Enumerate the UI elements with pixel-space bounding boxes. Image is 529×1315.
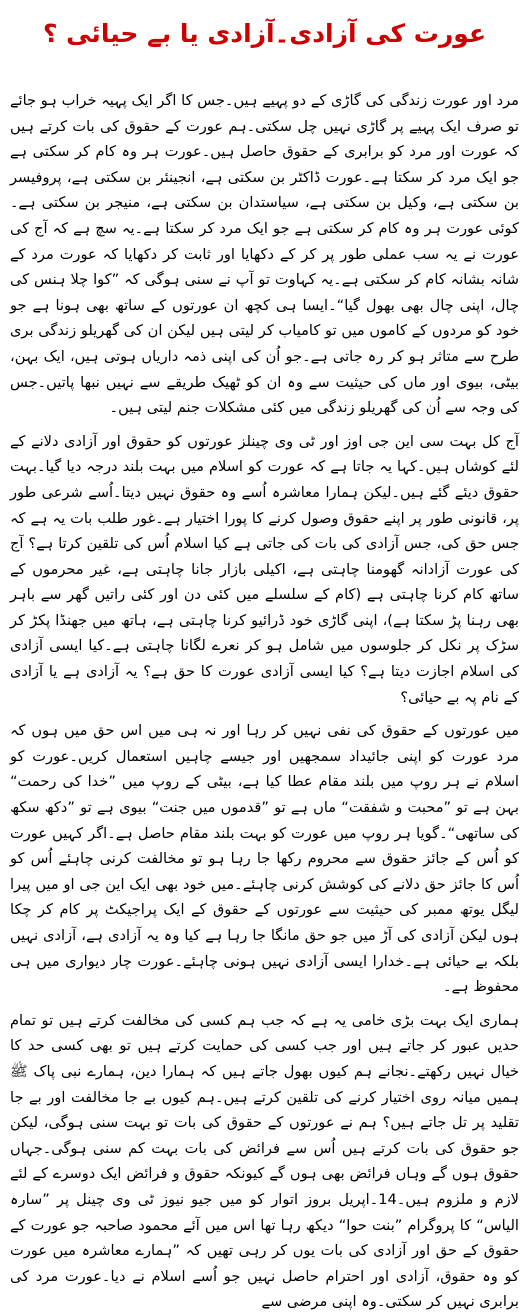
- article-paragraph-1: مرد اور عورت زندگی کی گاڑی کے دو پہیے ہیں۔جس کا اگر ایک پہیہ خراب ہو جائے تو صرف ایک پہیے پر گاڑی نہیں چل سکتی۔ہم عورت کے حقوق کی بات کرتے ہیں کہ عورت اور مرد کو برابری کے حقوق حاصل ہیں۔عورت ہر وہ کام کر سکتی ہے جو ایک مرد کر سکتا ہے۔عورت ڈاکٹر بن سکتی ہے، انجینئر بن سکتی ہے، پروفیسر بن سکتی ہے، وکیل بن سکتی ہے، سیاستدان بن سکتی ہے، منیجر بن سکتی ہے۔کوئی عورت ہر وہ کام کر سکتی ہے جو ایک مرد کر سکتا ہے۔یہ سچ ہے کہ آج کی عورت نے یہ سب عملی طور پر کر کے دکھایا اور ثابت کر دکھایا کہ عورت مرد کے شانہ بشانہ کام کر سکتی ہے۔یہ کہاوت تو آپ نے سنی ہوگی کہ ”کوا چلا ہنس کی چال، اپنی چال بھی بھول گیا“۔ایسا ہی کچھ ان عورتوں کے ساتھ بھی ہونا ہے جو خود کو مردوں کے کاموں میں تو کامیاب کر لیتی ہیں لیکن ان کی گھریلو زندگی بری طرح سے متاثر ہو کر رہ جاتی ہے۔جو اُن کی اپنی ذمہ داریاں ہوتی ہیں، ایک بہن، بیٹی، بیوی اور ماں کی حیثیت سے وہ ان کو ٹھیک طریقے سے نہیں نبھا پاتیں۔جس کی وجہ سے اُن کی گھریلو زندگی میں کئی مشکلات جنم لیتی ہیں۔: [10, 92, 519, 417]
- article-paragraph-2: آج کل بہت سی این جی اوز اور ٹی وی چینلز عورتوں کو حقوق اور آزادی دلانے کے لئے کوشاں ہیں۔کہا یہ جاتا ہے کہ عورت کو اسلام میں بہت بلند درجہ دیا گیا۔بہت حقوق دیئے گئے ہیں۔لیکن ہمارا معاشرہ اُسے وہ حقوق نہیں دیتا۔اُسے شرعی طور پر، قانونی طور پر اپنے حقوق وصول کرنے کا پورا اختیار ہے۔غور طلب بات یہ ہے کہ جس حق کی، جس آزادی کی بات کی جاتی ہے کیا اسلام اُس کی تلقین کرتا ہے؟ آج کی عورت آزادانہ گھومنا چاہتی ہے، اکیلی بازار جانا چاہتی ہے، غیر محرموں کے ساتھ کام کرنا چاہتی ہے (کام کے سلسلے میں کئی دن اور کئی راتیں گھر سے باہر بھی رہنا پڑ سکتا ہے)، اپنی گاڑی خود ڈرائیو کرنا چاہتی ہے، ہاتھ میں جھنڈا پکڑ کر سڑک پر نکل کر جلوسوں میں شامل ہو کر نعرے لگانا چاہتی ہے۔کیا ایسی آزادی کی اسلام اجازت دیتا ہے؟ کیا ایسی آزادی عورت کا حق ہے؟ یہ آزادی ہے یا آزادی کے نام پہ بے حیائی؟: [10, 432, 519, 706]
- article-paragraph-4: ہماری ایک بہت بڑی خامی یہ ہے کہ جب ہم کسی کی مخالفت کرتے ہیں تو تمام حدیں عبور کر جاتے ہیں اور جب کسی کی حمایت کرتے ہیں تو بھی کسی حد کا خیال نہیں رکھتے۔نجانے ہم کیوں بھول جاتے ہیں کہ ہمارا دین، ہمارے نبی پاک ﷺ ہمیں میانہ روی اختیار کرنے کی تلقین کرتے ہیں۔ہم کیوں بے جا مخالفت اور بے جا تقلید پر تل جاتے ہیں؟ ہم نے عورتوں کے حقوق کی بات تو بہت سنی ہوگی، لیکن جو حقوق کی بات کرتے ہیں اُس سے فرائض کی بات بہت کم سنی ہوگی۔جہاں حقوق ہوں گے وہاں فرائض بھی ہوں گے کیونکہ حقوق و فرائض ایک دوسرے کے لئے لازم و ملزوم ہیں۔14۔اپریل بروز اتوار کو میں جیو نیوز ٹی وی چینل پر ”سارہ الیاس“ کا پروگرام ”بنت حوا“ دیکھ رہا تھا اس میں آئے محمود صاحبہ جو عورت کے حقوق کے حق اور آزادی کی بات یوں کر رہی تھیں کہ ”ہمارے معاشرہ میں عورت کو وہ حقوق، آزادی اور احترام حاصل نہیں جو اُسے اسلام نے دیا۔عورت مرد کی برابری نہیں کر سکتی۔وہ اپنی مرضی سے: [10, 1011, 519, 1311]
- article-body: [10, 88, 519, 1315]
- article-title: عورت کی آزادی۔آزادی یا بے حیائی ؟: [42, 19, 487, 48]
- article-paragraph-3: میں عورتوں کے حقوق کی نفی نہیں کر رہا اور نہ ہی میں اس حق میں ہوں کہ مرد عورت کو اپنی جائیداد سمجھیں اور جیسے چاہیں استعمال کریں۔عورت کو اسلام نے ہر روپ میں بلند مقام عطا کیا ہے، بیٹی کے روپ میں ”خدا کی رحمت“ بہن ہے تو ”محبت و شفقت“ ماں ہے تو ”قدموں میں جنت“ بیوی ہے تو ”دکھ سکھ کی ساتھی“۔گویا ہر روپ میں عورت کو بہت بلند مقام حاصل ہے۔اگر کہیں عورت کو اُس کے جائز حقوق سے محروم رکھا جا رہا ہو تو مخالفت کرنی چاہئے اُس کو اُس کا جائز حق دلانے کی کوشش کرنی چاہئے۔میں خود بھی ایک این جی او میں پیرا لیگل یوتھ ممبر کی حیثیت سے عورتوں کے حقوق کے ایک پراجیکٹ پر کام کر چکا ہوں لیکن آزادی کی آڑ میں جو حق مانگا جا رہا ہے کیا وہ یہ آزادی ہے، آزادی نہیں بلکہ بے حیائی ہے۔خدارا ایسی آزادی نہیں ہونی چاہئے۔عورت چار دیواری میں ہی محفوظ ہے۔: [10, 722, 519, 996]
